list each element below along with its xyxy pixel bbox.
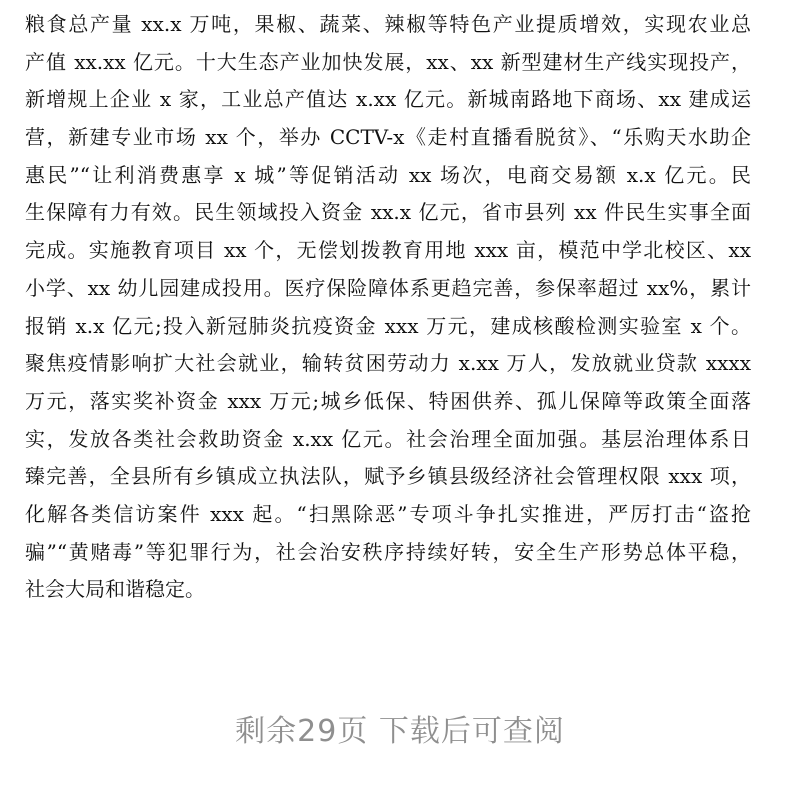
text-line: 臻完善，全县所有乡镇成立执法队，赋予乡镇县级经济社会管理权限 xxx 项， xyxy=(25,464,751,489)
text-line: 社会大局和谐稳定。 xyxy=(25,577,205,602)
remaining-pages-notice[interactable]: 剩余29页 下载后可查阅 xyxy=(235,714,565,749)
text-line: 小学、xx 幼儿园建成投用。医疗保险障体系更趋完善，参保率超过 xx%，累计 xyxy=(25,275,751,300)
document-body xyxy=(25,6,751,609)
text-line: 实，发放各类社会救助资金 x.xx 亿元。社会治理全面加强。基层治理体系日 xyxy=(25,426,751,451)
text-line: 完成。实施教育项目 xx 个，无偿划拨教育用地 xxx 亩，模范中学北校区、xx xyxy=(25,238,751,263)
text-line: 生保障有力有效。民生领域投入资金 xx.x 亿元，省市县列 xx 件民生实事全面 xyxy=(25,200,751,225)
text-line: 新增规上企业 x 家，工业总产值达 x.xx 亿元。新城南路地下商场、xx 建成运 xyxy=(25,87,751,112)
text-line: 骗”“黄赌毒”等犯罪行为，社会治安秩序持续好转，安全生产形势总体平稳， xyxy=(25,539,751,564)
text-line: 万元，落实奖补资金 xxx 万元;城乡低保、特困供养、孤儿保障等政策全面落 xyxy=(25,388,751,413)
text-line: 营，新建专业市场 xx 个，举办 CCTV-x《走村直播看脱贫》、“乐购天水助企 xyxy=(25,125,751,150)
text-line: 化解各类信访案件 xxx 起。“扫黑除恶”专项斗争扎实推进，严厉打击“盗抢 xyxy=(25,501,751,526)
text-line: 报销 x.x 亿元;投入新冠肺炎抗疫资金 xxx 万元，建成核酸检测实验室 x 个。 xyxy=(25,313,751,338)
text-line: 惠民”“让利消费惠享 x 城”等促销活动 xx 场次，电商交易额 x.x 亿元。民 xyxy=(25,162,751,187)
text-line: 聚焦疫情影响扩大社会就业，输转贫困劳动力 x.xx 万人，发放就业贷款 xxxx xyxy=(25,351,751,376)
text-line: 产值 xx.xx 亿元。十大生态产业加快发展，xx、xx 新型建材生产线实现投产， xyxy=(25,49,751,74)
text-line: 粮食总产量 xx.x 万吨，果椒、蔬菜、辣椒等特色产业提质增效，实现农业总 xyxy=(25,12,751,36)
